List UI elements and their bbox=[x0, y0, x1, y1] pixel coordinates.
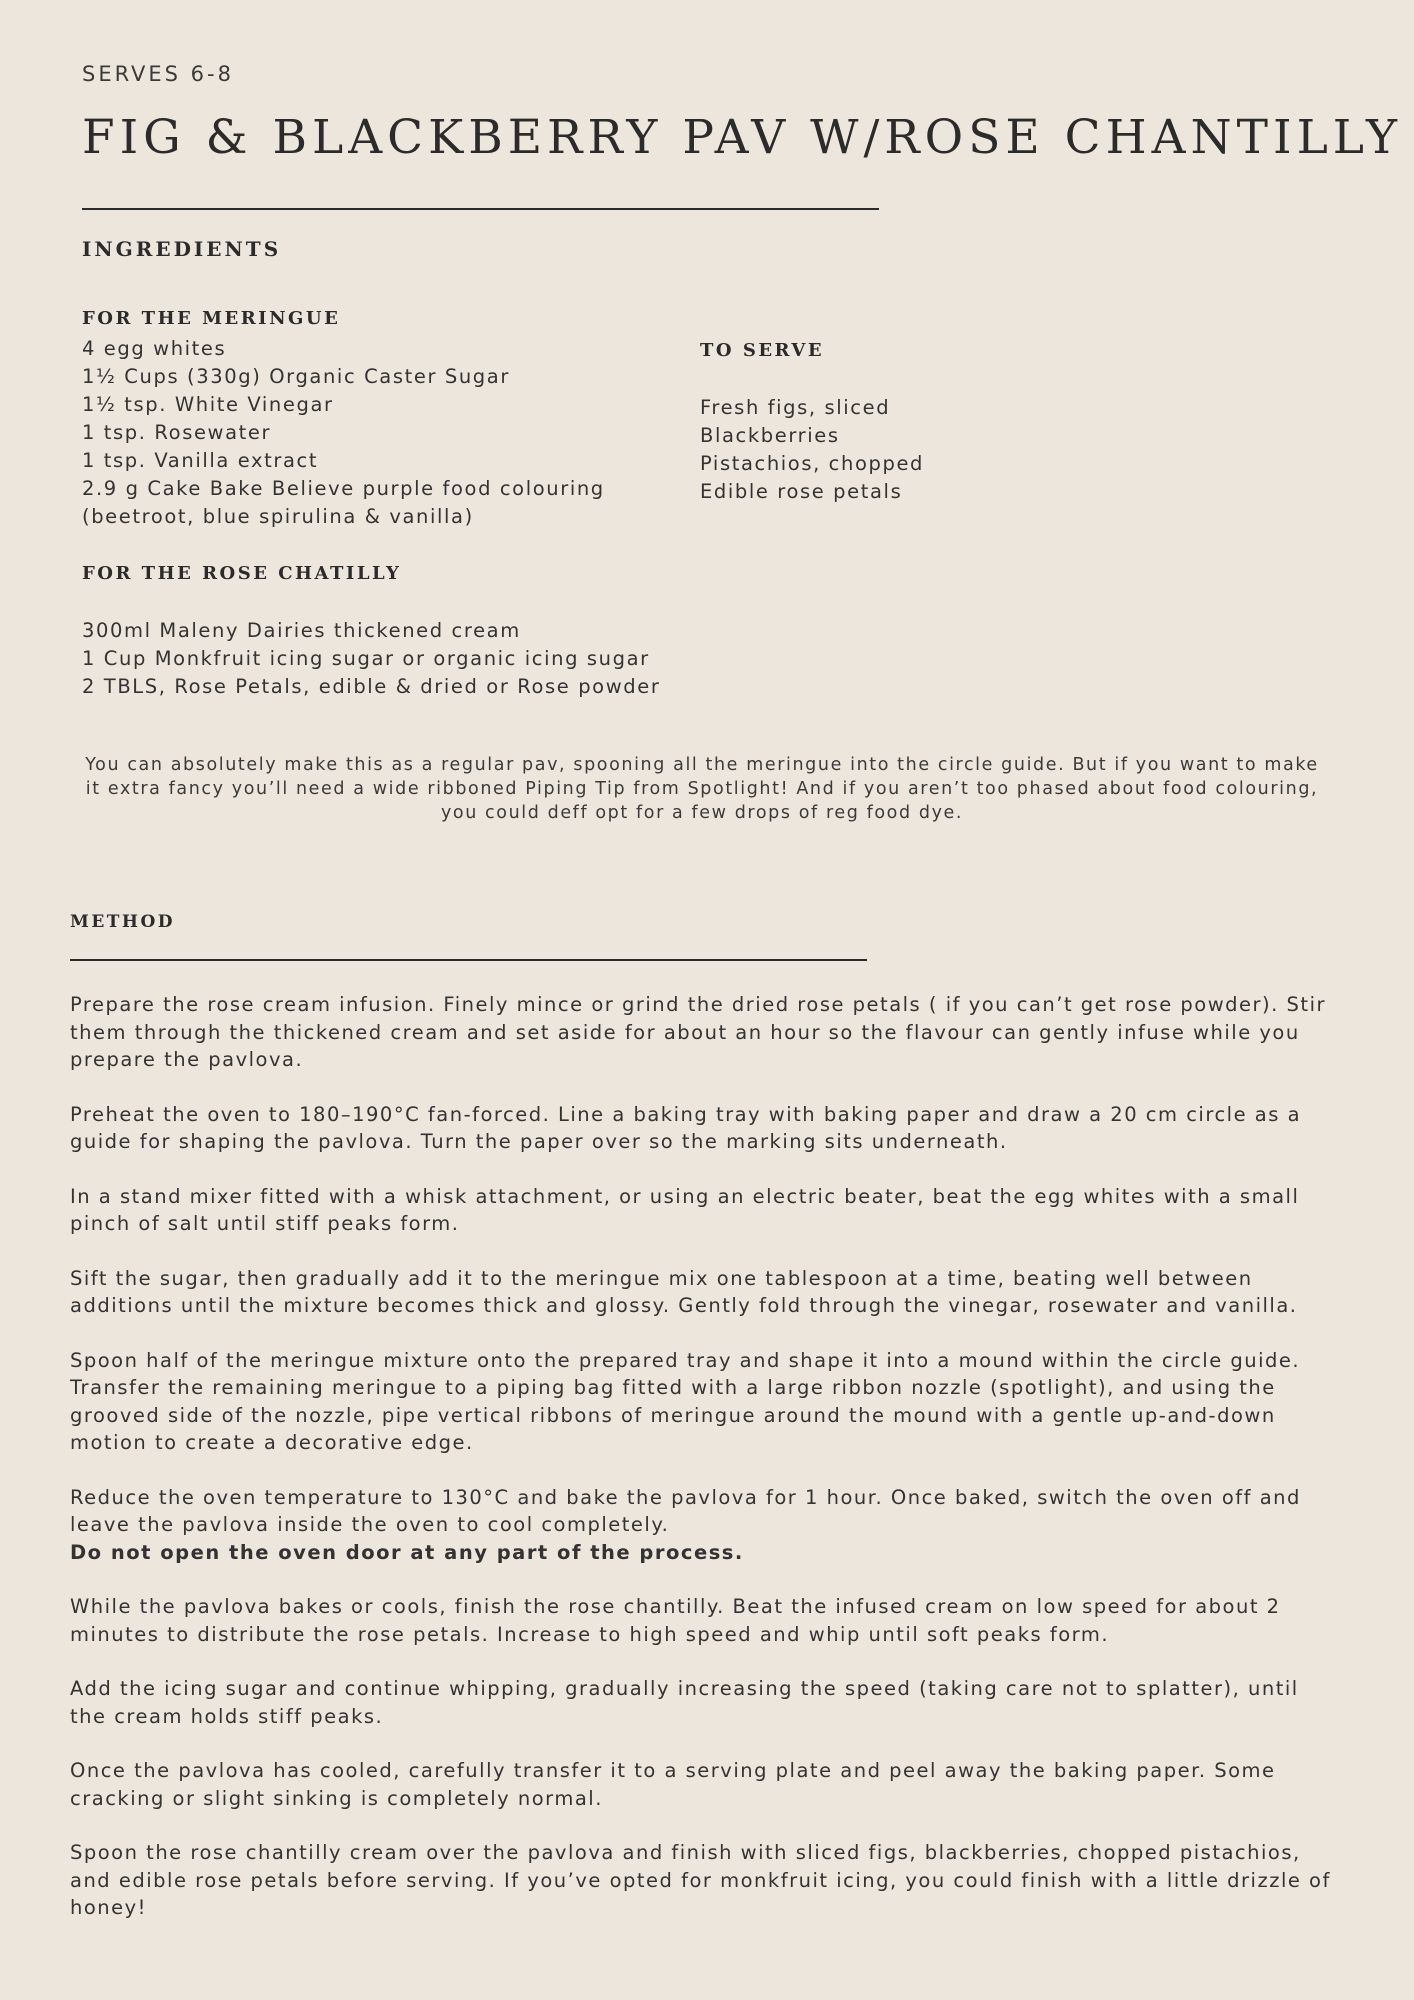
ingredients-heading: INGREDIENTS bbox=[82, 237, 282, 261]
list-item: Edible rose petals bbox=[700, 480, 903, 503]
list-item: 1 tsp. Rosewater bbox=[82, 421, 272, 444]
list-item: Pistachios, chopped bbox=[700, 452, 925, 475]
list-item: Fresh figs, sliced bbox=[700, 396, 891, 419]
list-item: Blackberries bbox=[700, 424, 840, 447]
list-item: 2.9 g Cake Bake Believe purple food colouring bbox=[82, 477, 605, 500]
chantilly-heading: FOR THE ROSE CHATILLY bbox=[82, 563, 402, 584]
method-steps bbox=[70, 991, 1342, 1949]
meringue-heading: FOR THE MERINGUE bbox=[82, 308, 341, 329]
serves-label: SERVES 6-8 bbox=[82, 62, 234, 86]
method-step: Add the icing sugar and continue whipping, gradually increasing the speed (taking care not to splatter), until the cream holds stiff peaks. bbox=[70, 1677, 1299, 1728]
list-item: 300ml Maleny Dairies thickened cream bbox=[82, 619, 521, 642]
chantilly-list bbox=[82, 617, 702, 701]
list-item: 1 tsp. Vanilla extract bbox=[82, 449, 319, 472]
list-item: 1½ Cups (330g) Organic Caster Sugar bbox=[82, 365, 510, 388]
method-step: Prepare the rose cream infusion. Finely mince or grind the dried rose petals ( if you can’t get rose powder). Stir them through the thickened cream and set aside for about an hour so the flavour can gently infuse while you prepare the pavlova. bbox=[70, 993, 1327, 1071]
method-heading: METHOD bbox=[70, 912, 176, 932]
method-step-text: Reduce the oven temperature to 130°C and bake the pavlova for 1 hour. Once baked, switch the oven off and leave the pavlova inside the oven to cool completely. bbox=[70, 1485, 1301, 1536]
method-step: While the pavlova bakes or cools, finish the rose chantilly. Beat the infused cream on low speed for about 2 minutes to distribute the rose petals. Increase to high speed and whip until soft peaks form. bbox=[70, 1595, 1281, 1646]
list-item: 1 Cup Monkfruit icing sugar or organic icing sugar bbox=[82, 647, 650, 670]
method-step: Spoon the rose chantilly cream over the pavlova and finish with sliced figs, blackberries, chopped pistachios, and edible rose petals before serving. If you’ve opted for monkfruit icing, you could finish with a little drizzle of honey! bbox=[70, 1841, 1331, 1919]
method-step: Sift the sugar, then gradually add it to the meringue mix one tablespoon at a time, beating well between additions until the mixture becomes thick and glossy. Gently fold through the vinegar, rosewater and vanilla. bbox=[70, 1266, 1298, 1317]
method-step: In a stand mixer fitted with a whisk attachment, or using an electric beater, beat the egg whites with a small pinch of salt until stiff peaks form. bbox=[70, 1184, 1300, 1235]
method-step-with-warning bbox=[70, 1484, 1342, 1567]
meringue-list bbox=[82, 335, 642, 531]
list-item: 2 TBLS, Rose Petals, edible & dried or Rose powder bbox=[82, 675, 661, 698]
to-serve-heading: TO SERVE bbox=[700, 340, 825, 361]
to-serve-list bbox=[700, 394, 924, 506]
list-item: 1½ tsp. White Vinegar bbox=[82, 393, 334, 416]
method-step: Preheat the oven to 180–190°C fan-forced. Line a baking tray with baking paper and draw a 20 cm circle as a guide for shaping the pavlova. Turn the paper over so the marking sits underneath. bbox=[70, 1102, 1302, 1153]
recipe-note: You can absolutely make this as a regular pav, spooning all the meringue into the circle guide. But if you want to make it extra fancy you’ll need a wide ribboned Piping Tip from Spotlight! And if you aren’t too phased about food colouring, you could deff opt for a few drops of reg food dye. bbox=[85, 755, 1319, 823]
method-step: Once the pavlova has cooled, carefully transfer it to a serving plate and peel away the baking paper. Some cracking or slight sinking is completely normal. bbox=[70, 1759, 1276, 1810]
list-item: (beetroot, blue spirulina & vanilla) bbox=[82, 505, 474, 528]
oven-warning: Do not open the oven door at any part of the process. bbox=[70, 1540, 744, 1564]
recipe-title: FIG & BLACKBERRY PAV W/ROSE CHANTILLY bbox=[82, 110, 1403, 165]
method-divider bbox=[70, 959, 867, 961]
title-divider bbox=[82, 208, 879, 210]
method-step: Spoon half of the meringue mixture onto the prepared tray and shape it into a mound within the circle guide. Transfer the remaining meringue to a piping bag fitted with a large ribbon nozzle (spotlight), and using the grooved side of the nozzle, pipe vertical ribbons of meringue around the mound with a gentle up-and-down motion to create a decorative edge. bbox=[70, 1348, 1301, 1454]
list-item: 4 egg whites bbox=[82, 337, 227, 360]
